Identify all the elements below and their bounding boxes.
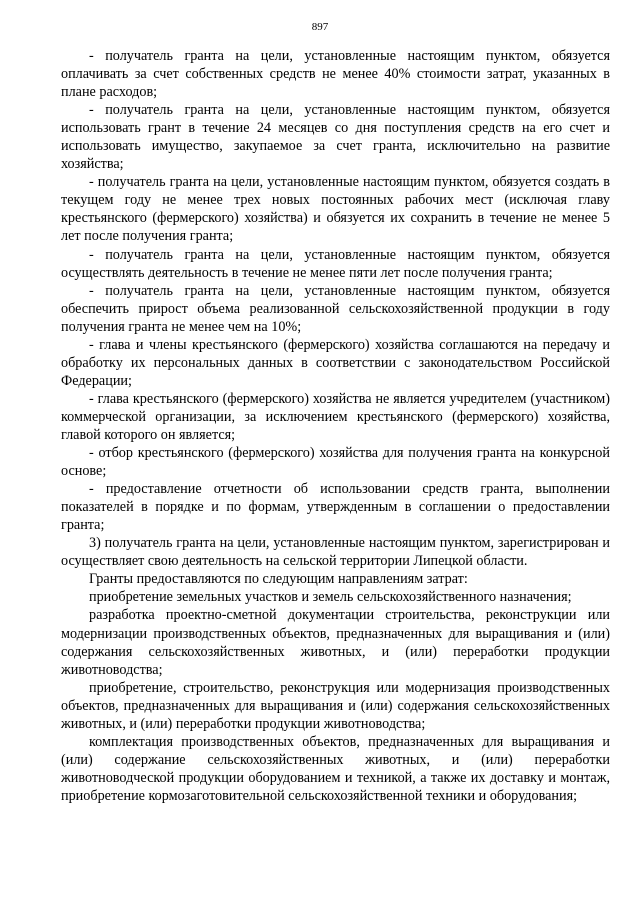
paragraph-personal-data-consent: - глава и члены крестьянского (фермерского) хозяйства соглашаются на передачу и обработку их персональных данных в соответствии с законодательством Российской Федерации;: [61, 336, 610, 389]
paragraph-use-grant-24-months: - получатель гранта на цели, установленные настоящим пунктом, обязуется использовать грант в течение 24 месяцев со дня поступления средств на его счет и использовать имущество, закупаемое за счет гранта, исключительно на развитие хозяйства;: [61, 102, 610, 173]
paragraph-competitive-selection: - отбор крестьянского (фермерского) хозяйства для получения гранта на конкурсной основе;: [61, 445, 610, 480]
paragraph-registration-lipetsk: 3) получатель гранта на цели, установленные настоящим пунктом, зарегистрирован и осуществляет свою деятельность на сельской территории Липецкой области.: [61, 535, 610, 570]
paragraph-equipment-completion: комплектация производственных объектов, предназначенных для выращивания и (или) содержание сельскохозяйственных животных, и (или) переработки животноводческой продукции оборудованием и техникой, а также их доставку и монтаж, приобретение кормозаготовительной сельскохозяйственной техники и оборудования;: [61, 733, 610, 804]
paragraph-own-funds-40-percent: - получатель гранта на цели, установленные настоящим пунктом, обязуется оплачивать за счет собственных средств не менее 40% стоимости затрат, указанных в плане расходов;: [61, 48, 610, 101]
paragraph-construction-modernization: приобретение, строительство, реконструкция или модернизация производственных объектов, предназначенных для выращивания и (или) содержания сельскохозяйственных животных, и (или) переработки продукции животноводства;: [61, 679, 610, 732]
paragraph-not-founder: - глава крестьянского (фермерского) хозяйства не является учредителем (участником) коммерческой организации, за исключением крестьянского (фермерского) хозяйства, главой которого он является;: [61, 390, 610, 443]
paragraph-reporting: - предоставление отчетности об использовании средств гранта, выполнении показателей в порядке и по формам, утвержденным в соглашении о предоставлении гранта;: [61, 481, 610, 534]
paragraph-create-jobs: - получатель гранта на цели, установленные настоящим пунктом, обязуется создать в текущем году не менее трех новых постоянных рабочих мест (исключая главу крестьянского (фермерского) хозяйства) и обязуется их сохранить в течение не менее 5 лет после получения гранта;: [61, 174, 610, 245]
page-number: 897: [311, 21, 329, 33]
paragraph-production-growth: - получатель гранта на цели, установленные настоящим пунктом, обязуется обеспечить прирост объема реализованной сельскохозяйственной продукции в году получения гранта не менее чем на 10%;: [61, 282, 610, 335]
paragraph-activity-five-years: - получатель гранта на цели, установленные настоящим пунктом, обязуется осуществлять деятельность в течение не менее пяти лет после получения гранта;: [61, 246, 610, 281]
paragraph-design-documentation: разработка проектно-сметной документации строительства, реконструкции или модернизации производственных объектов, предназначенных для выращивания и (или) содержания сельскохозяйственных животных, и (или) переработки продукции животноводства;: [61, 607, 610, 678]
paragraph-land-acquisition: приобретение земельных участков и земель сельскохозяйственного назначения;: [89, 589, 572, 606]
paragraph-grant-directions-intro: Гранты предоставляются по следующим направлениям затрат:: [89, 571, 468, 588]
document-body: [61, 47, 610, 805]
